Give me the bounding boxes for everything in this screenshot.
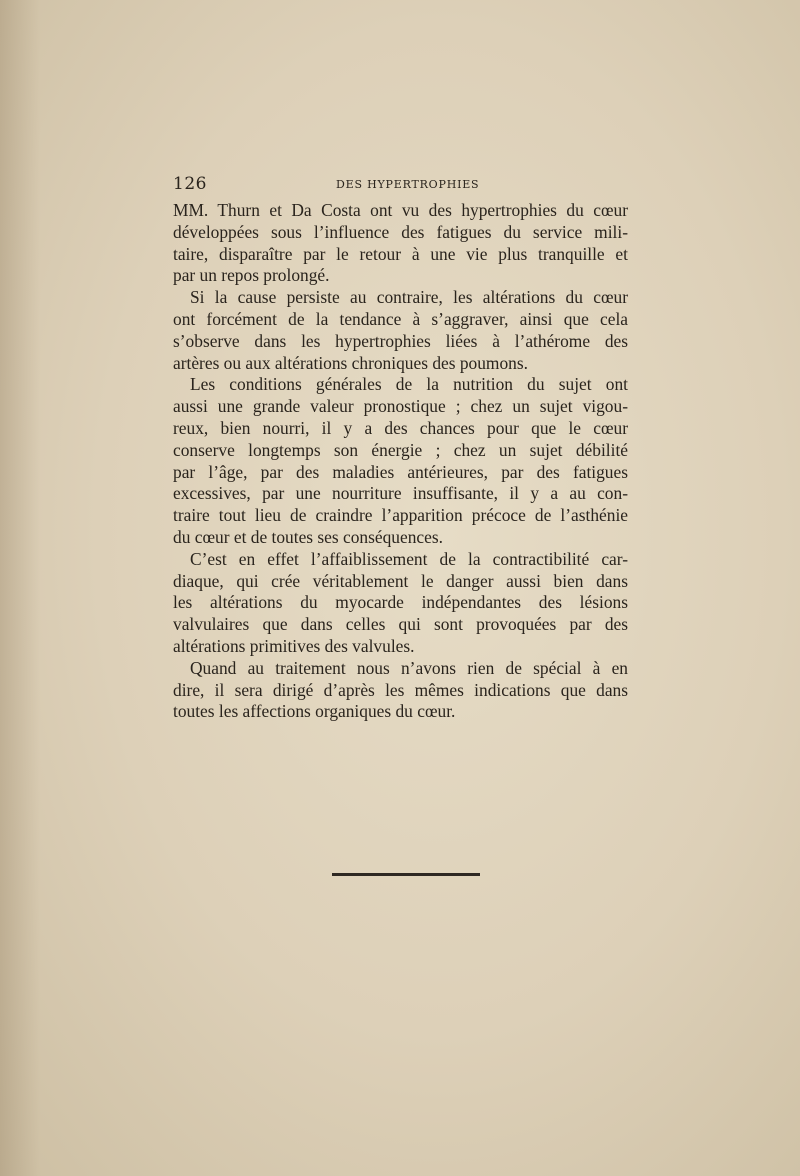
binding-shadow [0,0,40,1176]
text-line: altérations primitives des valvules. [173,635,415,656]
page-header [173,174,628,194]
body-text [173,200,628,723]
text-line: Si la cause persiste au contraire, les altérations du cœur [190,287,628,308]
text-line: dire, il sera dirigé d’après les mêmes indications que dans [173,679,628,700]
text-line: taire, disparaître par le retour à une vie plus tranquille et [173,243,628,264]
text-line: MM. Thurn et Da Costa ont vu des hypertrophies du cœur [173,200,628,220]
page-number: 126 [173,174,207,194]
text-line: C’est en effet l’affaiblissement de la contractibilité car- [190,548,628,569]
text-line: du cœur et de toutes ses conséquences. [173,526,443,547]
text-line: par l’âge, par des maladies antérieures, par des fatigues [173,461,628,482]
text-line: par un repos prolongé. [173,265,330,286]
text-line: artères ou aux altérations chroniques des poumons. [173,352,528,373]
text-line: Les conditions générales de la nutrition du sujet ont [190,374,628,395]
running-head: DES HYPERTROPHIES [336,178,480,191]
text-line: ont forcément de la tendance à s’aggraver, ainsi que cela [173,308,628,329]
text-line: conserve longtemps son énergie ; chez un sujet débilité [173,439,628,460]
text-line: toutes les affections organiques du cœur. [173,701,456,722]
text-line: diaque, qui crée véritablement le danger aussi bien dans [173,570,628,591]
text-line: valvulaires que dans celles qui sont provoquées par des [173,614,628,635]
text-line: développées sous l’influence des fatigues du service mili- [173,221,628,242]
end-rule [332,873,480,876]
text-line: traire tout lieu de craindre l’apparition précoce de l’asthénie [173,505,628,526]
text-line: reux, bien nourri, il y a des chances pour que le cœur [173,417,628,438]
text-line: Quand au traitement nous n’avons rien de spécial à en [190,657,628,678]
text-line: s’observe dans les hypertrophies liées à l’athérome des [173,330,628,351]
text-line: les altérations du myocarde indépendantes des lésions [173,592,628,613]
text-line: excessives, par une nourriture insuffisante, il y a au con- [173,483,628,504]
text-line: aussi une grande valeur pronostique ; chez un sujet vigou- [173,396,628,417]
